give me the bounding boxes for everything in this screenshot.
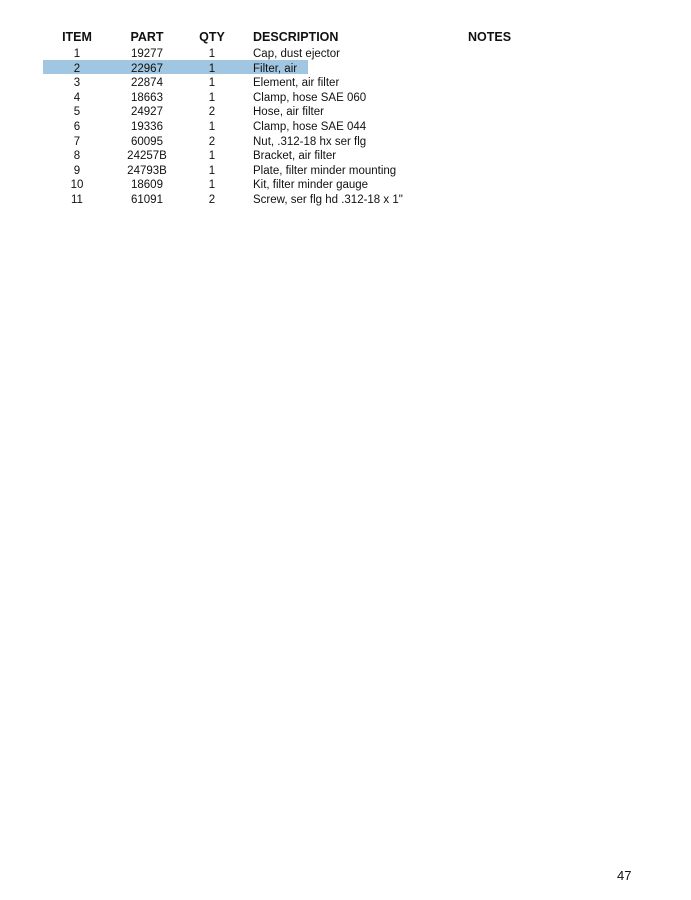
- cell-qty: 2: [208, 106, 216, 119]
- cell-description: Hose, air filter: [253, 106, 324, 119]
- table-row: [44, 135, 640, 150]
- cell-description: Plate, filter minder mounting: [253, 164, 397, 177]
- table-row: [44, 164, 640, 179]
- cell-part: 24257B: [127, 150, 167, 163]
- cell-item: 1: [73, 48, 81, 60]
- cell-item: 8: [73, 150, 81, 163]
- cell-description: Nut, .312-18 hx ser flg: [253, 135, 367, 148]
- cell-description: Screw, ser flg hd .312-18 x 1": [253, 193, 403, 206]
- cell-description: Filter, air: [253, 62, 298, 75]
- cell-part: 22874: [131, 77, 163, 90]
- table-row: [44, 193, 640, 208]
- cell-item: 3: [73, 77, 81, 90]
- cell-item: 7: [73, 135, 81, 148]
- table-header-row: [44, 30, 640, 47]
- cell-notes: [468, 105, 640, 120]
- column-header-description: DESCRIPTION: [253, 30, 339, 44]
- cell-item: 6: [73, 120, 81, 133]
- cell-notes: [468, 164, 640, 179]
- cell-part: 18609: [131, 179, 163, 192]
- table-row: [44, 149, 640, 164]
- cell-part: 24927: [131, 106, 163, 119]
- cell-qty: 2: [208, 193, 216, 206]
- cell-item: 5: [73, 106, 81, 119]
- cell-part: 24793B: [127, 164, 167, 177]
- cell-item: 11: [71, 193, 83, 206]
- cell-description: Bracket, air filter: [253, 150, 337, 163]
- cell-notes: [468, 149, 640, 164]
- cell-qty: 1: [208, 120, 216, 133]
- column-header-notes: NOTES: [468, 30, 512, 44]
- cell-notes: [468, 178, 640, 193]
- cell-description: Kit, filter minder gauge: [253, 179, 369, 192]
- cell-item: 2: [73, 62, 81, 75]
- parts-table: [44, 30, 640, 208]
- cell-qty: 1: [208, 62, 216, 75]
- cell-qty: 1: [208, 150, 216, 163]
- cell-notes: [468, 47, 640, 62]
- page-number: 47: [617, 868, 632, 883]
- cell-part: 19277: [131, 48, 163, 60]
- column-header-part: PART: [130, 30, 164, 44]
- table-row: [44, 178, 640, 193]
- cell-item: 10: [70, 179, 84, 192]
- cell-description: Element, air filter: [253, 77, 340, 90]
- cell-part: 19336: [131, 120, 163, 133]
- table-row: [44, 47, 640, 62]
- cell-notes: [468, 193, 640, 208]
- cell-part: 60095: [131, 135, 163, 148]
- cell-part: 22967: [131, 62, 163, 75]
- cell-qty: 1: [208, 179, 216, 192]
- cell-notes: [468, 120, 640, 135]
- cell-notes: [468, 135, 640, 150]
- table-row: [44, 91, 640, 106]
- table-row: [44, 120, 640, 135]
- cell-qty: 1: [208, 164, 216, 177]
- cell-part: 61091: [131, 193, 163, 206]
- cell-notes: [468, 76, 640, 91]
- cell-item: 4: [73, 91, 81, 104]
- table-row: [44, 76, 640, 91]
- table-row: [44, 62, 640, 77]
- column-header-qty: QTY: [199, 30, 225, 44]
- cell-part: 18663: [131, 91, 163, 104]
- table-row: [44, 105, 640, 120]
- cell-item: 9: [73, 164, 81, 177]
- cell-qty: 1: [208, 91, 216, 104]
- cell-qty: 1: [208, 77, 216, 90]
- cell-qty: 2: [208, 135, 216, 148]
- column-header-item: ITEM: [62, 30, 92, 44]
- cell-description: Clamp, hose SAE 044: [253, 120, 367, 133]
- cell-description: Cap, dust ejector: [253, 48, 340, 60]
- cell-description: Clamp, hose SAE 060: [253, 91, 367, 104]
- cell-notes: [468, 62, 640, 77]
- cell-notes: [468, 91, 640, 106]
- cell-qty: 1: [208, 48, 216, 60]
